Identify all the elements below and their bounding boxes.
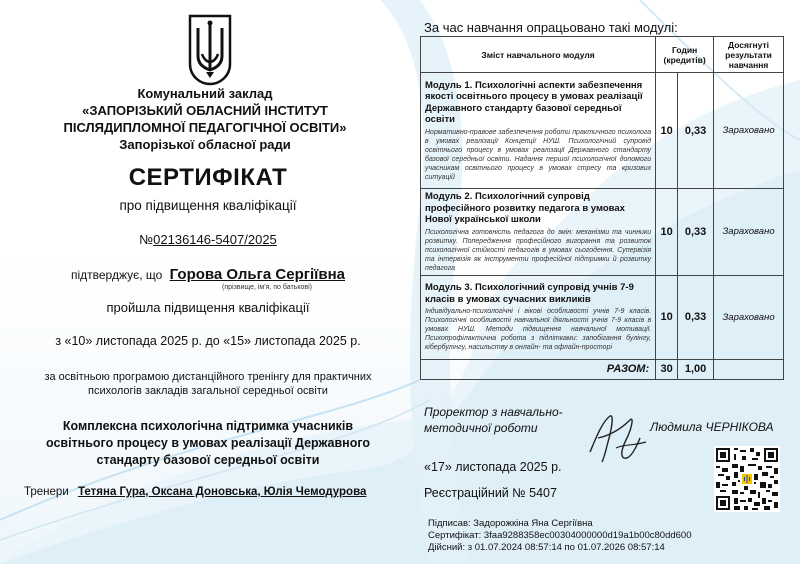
module-result: Зараховано [714,189,784,276]
esign-signed-by: Підписав: Задорожкіна Яна Сергіївна [428,518,593,529]
confirm-line [0,266,416,283]
total-hours: 30 [656,359,678,379]
esign-certificate: Сертифікат: 3faa9288358ec00304000000d19a1b00c80dd600 [428,530,692,541]
module-content [421,73,656,189]
trainers-label: Тренери [24,486,69,498]
signature-date: «17» листопада 2025 р. [424,460,562,474]
number-prefix: № [139,232,154,247]
module-title: Модуль 3. Психологічний супровід учнів 7-9 класів в умовах сучасних викликів [425,282,634,305]
total-empty [714,359,784,379]
esign-valid: Дійсний: з 01.07.2024 08:57:14 по 01.07.2026 08:57:14 [428,542,665,553]
module-title: Модуль 2. Психологічний супровід професійного розвитку педагога в умовах Нової української школи [425,191,625,225]
certificate-title: СЕРТИФІКАТ [128,164,288,191]
recipient-hint: (прізвище, ім'я, по батькові) [222,284,312,291]
institution-line3: ПІСЛЯДИПЛОМНОЇ ПЕДАГОГІЧНОЇ ОСВІТИ» [63,120,347,135]
prorector-position: Проректор з навчально-методичної роботи [424,405,563,435]
module-content [421,275,656,359]
modules-heading: За час навчання опрацьовано такі модулі: [424,20,678,35]
registration-number [424,486,557,500]
col-hours-header: Годин (кредитів) [656,37,714,73]
passed-text: пройшла підвищення кваліфікації [106,300,310,315]
table-row [421,189,784,276]
col-content-header: Зміст навчального модуля [421,37,656,73]
reg-value: 5407 [529,486,557,500]
certificate-number [0,232,416,247]
module-hours: 10 [656,189,678,276]
modules-header-row [421,37,784,73]
electronic-signature-info [428,518,692,554]
certificate-subtitle: про підвищення кваліфікації [119,198,297,213]
module-description: Нормативно-правове забезпечення роботи практичного психолога в умовах реалізації Концепції НУШ. Психологічний супровід освітнього процесу в умовах реалізації Державного стандарту базової середньої освіти. Надання першої психологічної допомоги учасникам освітнього процесу в умовах стресу та кризових ситуацій [425,128,652,181]
table-row [421,275,784,359]
handwritten-signature [580,408,650,466]
module-credits: 0,33 [678,275,714,359]
module-credits: 0,33 [678,189,714,276]
program-text: за освітньою програмою дистанційного тренінгу для практичних психологів закладів загальної середньої освіти [44,371,372,397]
module-description: Індивідуально-психологічні і вікові особливості учнів 7-9 класів. Психологічні особливості навчальної діяльності учнів 7-9 класів в умовах НУШ. Методи підвищення навчальної мотивації. Психопрофілактична робота з підлітками: запобігання булінгу, кібербулінгу, насильству в онлайн- та офлайн-просторі [425,308,652,351]
module-result: Зараховано [714,73,784,189]
reg-label: Реєстраційний № [424,486,526,500]
confirms-label: підтверджує, що [70,268,163,282]
trainers-names: Тетяна Гура, Оксана Доновська, Юлія Чемодурова [77,486,367,498]
col-results-header: Досягнуті результати навчання [714,37,784,73]
institution-line1: Комунальний заклад [137,86,273,101]
course-title: Комплексна психологічна підтримка учасників освітнього процесу в умовах реалізації Державного стандарту базової середньої освіти [45,419,371,467]
module-result: Зараховано [714,275,784,359]
modules-table [420,36,784,380]
table-row [421,73,784,189]
trident-emblem-icon [186,14,234,86]
dates-text: з «10» листопада 2025 р. до «15» листопада 2025 р. [55,334,361,348]
module-description: Психологічна готовність педагога до змін: механізми та чинники розвитку. Попередження професійного вигорання та розвиток психологічної стійкості педагогів в умовах сьогодення. Супервізія та інтервізія як інструменти професійної підтримки й розвитку педагога [425,228,652,272]
module-content [421,189,656,276]
total-credits: 1,00 [678,359,714,379]
number-value: 02136146-5407/2025 [153,232,277,247]
institution-line2: «ЗАПОРІЗЬКИЙ ОБЛАСНИЙ ІНСТИТУТ [82,103,328,118]
signer-name: Людмила ЧЕРНІКОВА [650,420,774,434]
total-label: РАЗОМ: [421,359,656,379]
module-title: Модуль 1. Психологічні аспекти забезпечення якості освітнього процесу в умовах реалізації Державного стандарту базової середньої освіти [425,79,643,125]
qr-code-icon [714,446,780,512]
module-hours: 10 [656,73,678,189]
module-hours: 10 [656,275,678,359]
total-row [421,359,784,379]
trainers-line [24,486,404,498]
module-credits: 0,33 [678,73,714,189]
recipient-name: Горова Ольга Сергіївна [169,266,346,283]
institution-line4: Запорізької обласної ради [119,137,291,152]
